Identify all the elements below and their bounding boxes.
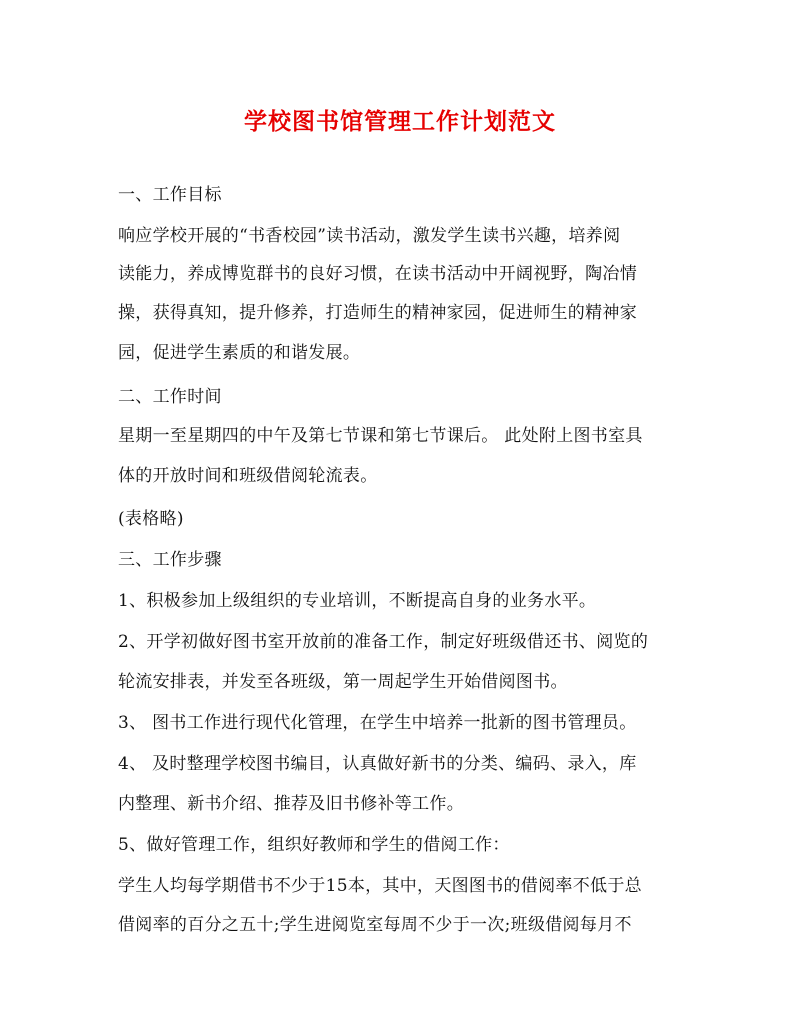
paragraph-line: 星期一至星期四的中午及第七节课和第七节课后。 此处附上图书室具	[118, 426, 643, 446]
paragraph-line: 内整理、新书介绍、推荐及旧书修补等工作。	[118, 794, 464, 814]
list-item: 4、 及时整理学校图书编目，认真做好新书的分类、编码、录入，库	[118, 754, 637, 774]
section-heading: 二、工作时间	[118, 387, 222, 407]
section-heading: 三、工作步骤	[118, 550, 222, 570]
section-heading: 一、工作目标	[118, 185, 222, 205]
list-item: 1、积极参加上级组织的专业培训，不断提高自身的业务水平。	[118, 591, 597, 611]
paragraph-line: 响应学校开展的“书香校园”读书活动，激发学生读书兴趣，培养阅	[118, 226, 621, 246]
paragraph-line: 操，获得真知，提升修养，打造师生的精神家园，促进师生的精神家	[118, 303, 637, 323]
paragraph-line: 借阅率的百分之五十;学生进阅览室每周不少于一次;班级借阅每月不	[118, 915, 632, 935]
table-omitted-note: (表格略)	[118, 509, 184, 529]
paragraph-line: 读能力，养成博览群书的良好习惯，在读书活动中开阔视野，陶冶情	[118, 264, 637, 284]
paragraph-line: 学生人均每学期借书不少于15本，其中，天图图书的借阅率不低于总	[118, 876, 642, 896]
paragraph-line: 轮流安排表，并发至各班级，第一周起学生开始借阅图书。	[118, 672, 568, 692]
list-item: 5、做好管理工作，组织好教师和学生的借阅工作：	[118, 835, 510, 855]
paragraph-line: 体的开放时间和班级借阅轮流表。	[118, 466, 378, 486]
list-item: 3、 图书工作进行现代化管理，在学生中培养一批新的图书管理员。	[118, 713, 637, 733]
document-title: 学校图书馆管理工作计划范文	[244, 108, 556, 135]
list-item: 2、开学初做好图书室开放前的准备工作，制定好班级借还书、阅览的	[118, 632, 649, 652]
paragraph-line: 园，促进学生素质的和谐发展。	[118, 343, 361, 363]
